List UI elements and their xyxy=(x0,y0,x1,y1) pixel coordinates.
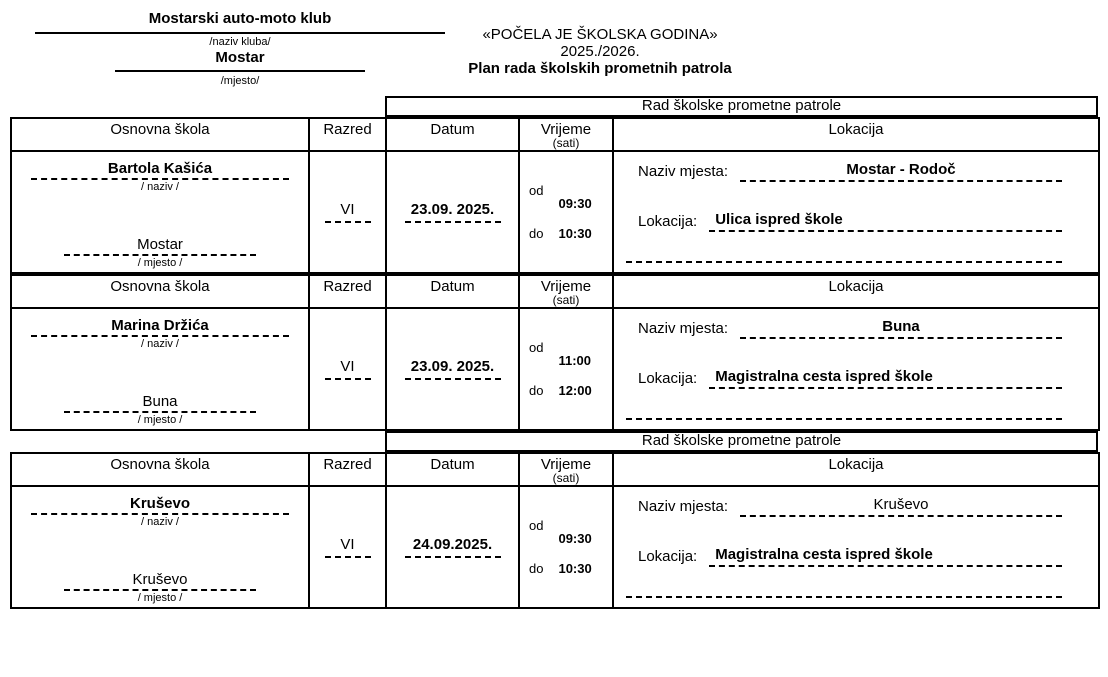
lokacija-label: Lokacija: xyxy=(638,548,698,565)
place-name-value: Mostar - Rodoč xyxy=(846,161,956,178)
place-name-row xyxy=(638,161,1062,182)
grade-value: VI xyxy=(325,201,371,223)
date-cell xyxy=(386,308,519,430)
location-field xyxy=(709,546,1062,567)
do-label: do xyxy=(529,561,544,576)
col-header-school: Osnovna škola xyxy=(11,275,309,308)
empty-dashed-line xyxy=(626,596,1062,598)
naziv-caption: / naziv / xyxy=(141,338,179,350)
time-to-row xyxy=(529,226,612,241)
data-row-3 xyxy=(11,486,1099,608)
school-place: Kruševo xyxy=(64,571,256,591)
col-header-time-line2: (sati) xyxy=(552,293,580,307)
band-label: Rad školske prometne patrole xyxy=(641,432,842,449)
od-label: od xyxy=(529,183,544,198)
location-cell xyxy=(613,151,1099,273)
club-name: Mostarski auto-moto klub xyxy=(35,10,445,34)
section-band-2 xyxy=(385,431,1098,452)
data-row-1 xyxy=(11,151,1099,273)
location-row xyxy=(638,368,1062,389)
do-label: do xyxy=(529,383,544,398)
mjesto-caption: / mjesto / xyxy=(137,257,183,269)
section-band-1 xyxy=(385,96,1098,117)
time-to-value: 10:30 xyxy=(558,226,592,241)
place-name-row xyxy=(638,496,1062,517)
col-header-location: Lokacija xyxy=(613,118,1099,151)
school-cell xyxy=(11,308,309,430)
grade-value: VI xyxy=(325,358,371,380)
location-field xyxy=(709,211,1062,232)
col-header-time xyxy=(519,118,613,151)
time-from-value: 09:30 xyxy=(558,531,592,546)
school-place-group xyxy=(64,571,256,604)
title-line-2: 2025./2026. xyxy=(560,43,640,60)
title-line-1: «POČELA JE ŠKOLSKA GODINA» xyxy=(482,26,718,43)
school-place: Buna xyxy=(64,393,256,413)
naziv-caption: / naziv / xyxy=(141,516,179,528)
patrol-section-3 xyxy=(10,452,1100,609)
location-cell xyxy=(613,486,1099,608)
col-header-grade: Razred xyxy=(309,118,386,151)
date-cell xyxy=(386,486,519,608)
time-from-row xyxy=(529,518,612,546)
place-name-row xyxy=(638,318,1062,339)
empty-dashed-line xyxy=(626,418,1062,420)
date-cell xyxy=(386,151,519,273)
grade-cell xyxy=(309,308,386,430)
col-header-school: Osnovna škola xyxy=(11,118,309,151)
place-name-value: Kruševo xyxy=(873,496,929,513)
school-cell xyxy=(11,151,309,273)
do-label: do xyxy=(529,226,544,241)
band-label: Rad školske prometne patrole xyxy=(641,97,842,114)
patrol-plan-table xyxy=(10,96,1098,609)
location-field xyxy=(709,368,1062,389)
patrol-section-1 xyxy=(10,117,1100,274)
time-from-value: 09:30 xyxy=(558,196,592,211)
school-name: Marina Držića xyxy=(31,317,289,337)
club-name-caption: /naziv kluba/ xyxy=(209,36,271,48)
time-to-row xyxy=(529,383,612,398)
school-name: Bartola Kašića xyxy=(31,160,289,180)
time-to-value: 12:00 xyxy=(558,383,592,398)
club-place-caption: /mjesto/ xyxy=(220,75,260,87)
header-row xyxy=(11,118,1099,151)
school-cell xyxy=(11,486,309,608)
school-name-group xyxy=(31,495,289,528)
club-header xyxy=(35,10,445,87)
grade-value: VI xyxy=(325,536,371,558)
col-header-grade: Razred xyxy=(309,453,386,486)
school-place-group xyxy=(64,236,256,269)
location-value: Magistralna cesta ispred škole xyxy=(715,546,933,563)
col-header-location: Lokacija xyxy=(613,275,1099,308)
location-value: Ulica ispred škole xyxy=(715,211,843,228)
time-to-value: 10:30 xyxy=(558,561,592,576)
location-cell xyxy=(613,308,1099,430)
col-header-date: Datum xyxy=(386,453,519,486)
time-cell xyxy=(519,486,613,608)
col-header-date: Datum xyxy=(386,275,519,308)
school-place-group xyxy=(64,393,256,426)
col-header-time-line1: Vrijeme xyxy=(540,121,592,138)
col-header-time xyxy=(519,453,613,486)
time-from-row xyxy=(529,183,612,211)
time-cell xyxy=(519,151,613,273)
naziv-caption: / naziv / xyxy=(141,181,179,193)
location-value: Magistralna cesta ispred škole xyxy=(715,368,933,385)
date-value: 24.09.2025. xyxy=(405,536,501,558)
header-row xyxy=(11,275,1099,308)
grade-cell xyxy=(309,486,386,608)
od-label: od xyxy=(529,518,544,533)
location-row xyxy=(638,546,1062,567)
lokacija-label: Lokacija: xyxy=(638,370,698,387)
school-name: Kruševo xyxy=(31,495,289,515)
naziv-mjesta-label: Naziv mjesta: xyxy=(638,163,729,180)
location-row xyxy=(638,211,1062,232)
school-name-group xyxy=(31,317,289,350)
col-header-time-line1: Vrijeme xyxy=(540,456,592,473)
col-header-date: Datum xyxy=(386,118,519,151)
grade-cell xyxy=(309,151,386,273)
club-place: Mostar xyxy=(115,49,365,72)
time-from-value: 11:00 xyxy=(558,353,592,368)
patrol-section-2 xyxy=(10,274,1100,431)
header-row xyxy=(11,453,1099,486)
col-header-time-line1: Vrijeme xyxy=(540,278,592,295)
place-name-field xyxy=(740,318,1062,339)
col-header-location: Lokacija xyxy=(613,453,1099,486)
lokacija-label: Lokacija: xyxy=(638,213,698,230)
date-value: 23.09. 2025. xyxy=(405,358,501,380)
place-name-field xyxy=(740,496,1062,517)
title-line-3: Plan rada školskih prometnih patrola xyxy=(468,60,732,77)
school-name-group xyxy=(31,160,289,193)
time-cell xyxy=(519,308,613,430)
data-row-2 xyxy=(11,308,1099,430)
mjesto-caption: / mjesto / xyxy=(137,592,183,604)
school-place: Mostar xyxy=(64,236,256,256)
mjesto-caption: / mjesto / xyxy=(137,414,183,426)
col-header-time-line2: (sati) xyxy=(552,471,580,485)
col-header-grade: Razred xyxy=(309,275,386,308)
naziv-mjesta-label: Naziv mjesta: xyxy=(638,498,729,515)
col-header-school: Osnovna škola xyxy=(11,453,309,486)
document-title xyxy=(430,26,770,77)
col-header-time xyxy=(519,275,613,308)
place-name-field xyxy=(740,161,1062,182)
time-from-row xyxy=(529,340,612,368)
date-value: 23.09. 2025. xyxy=(405,201,501,223)
naziv-mjesta-label: Naziv mjesta: xyxy=(638,320,729,337)
od-label: od xyxy=(529,340,544,355)
empty-dashed-line xyxy=(626,261,1062,263)
place-name-value: Buna xyxy=(882,318,920,335)
time-to-row xyxy=(529,561,612,576)
col-header-time-line2: (sati) xyxy=(552,136,580,150)
